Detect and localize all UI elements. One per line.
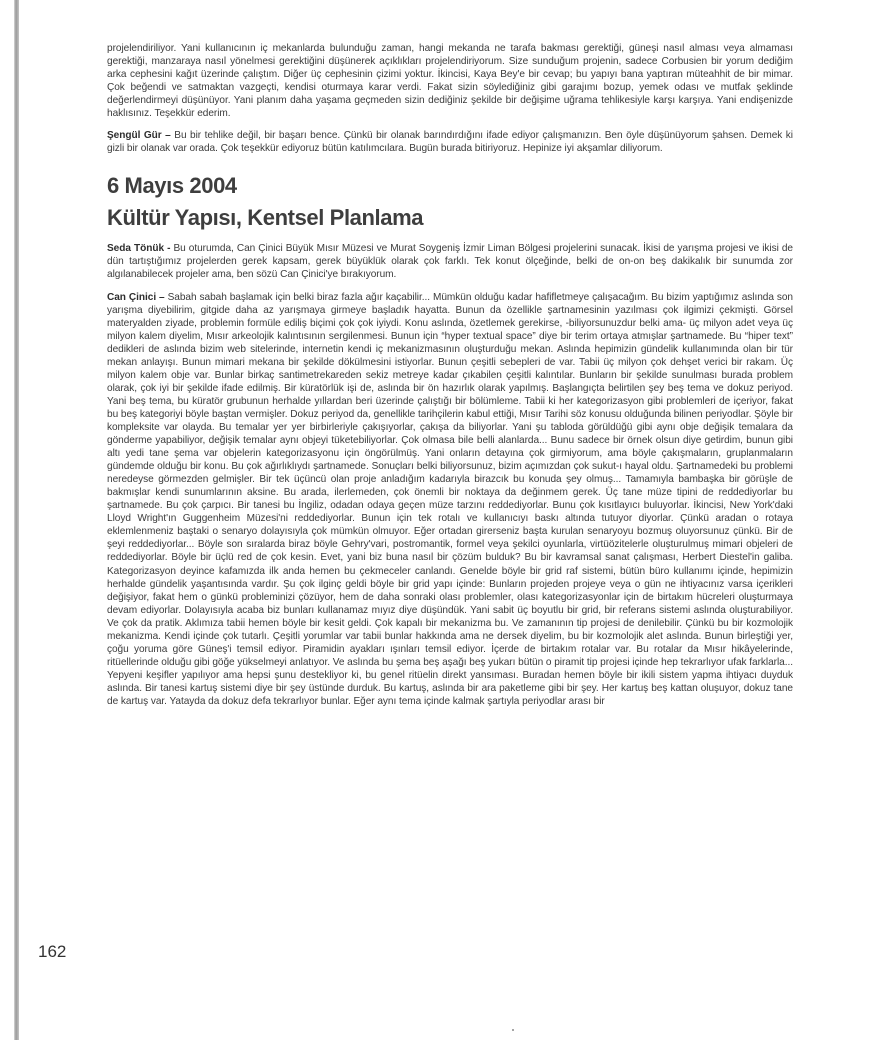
presenter-text: Sabah sabah başlamak için belki biraz fazla ağır kaçabilir... Mümkün olduğu kadar hafifletmeye çalışacağım. Bu bizim yaptığımız aslında son yarışma diyebilirim, gitgide daha az yarışmaya girmeye başladık hayatta. Bunun da özellikle şartnamesinin yazılması çok ilgimizi çekmişti. Görsel materyalden ziyade, problemin formüle ediliş biçimi çok çok iyiydi. Konu aslında, özetlemek gerekirse, -biliyorsunuzdur belki ama- üç milyon adet veya üç milyon kalem diyelim, Mısır arkeolojik kalıntısının sergilenmesi. Bunun için “hyper textual space” diye bir terim ortaya atmışlar şartnamede. Bu “hiper text” dedikleri de aslında bizim web sitelerinde, internetin kendi iç mekanizmasının oluşturduğu mekan. Aslında hepimizin gündelik kullanımında olan bir tür mekan anlayışı. Bunun mimari mekana bir şekilde dökülmesini istiyorlar. Bunun çeşitli sebepleri de var. Tabii üç milyon çok dehşet verici bir rakam. Üç milyon kalem obje var. Bunlar birkaç santimetrekareden sekiz metreye kadar çıkabilen çeşitli kalıntılar. Bunların bir şekilde sunulması burada problem olarak, çok iyi bir şekilde ifade edilmiş. Bir küratörlük işi de, aslında bir ön hazırlık olarak yapılmış. Başlangıçta belirtilen şey beş tema ve dokuz periyod. Yani beş tema, bu küratör grubunun herhalde yıllardan beri üzerinde çalıştığı bir bölümleme. Tabii ki her kategorizasyon gibi problemleri de içeriyor, fakat bu beş kategoriyi böyle baştan vermişler. Dokuz periyod da, genellikle tarihçilerin kabul ettiği, Mısır Tarihi söz konusu olduğunda bilinen periyodlar. Şöyle bir kompleksite var olayda. Bu temalar yer yer birbirleriyle çakışıyorlar, çakışa da biliyorlar. Yani şu tabloda görüldüğü gibi aynı obje değişik temalara da gönderme yapabiliyor, değişik temalar aynı objeyi tüketebiliyorlar. Çok olmasa bile belli alanlarda... Bunu sadece bir örnek olsun diye getirdim, bunun gibi altı yedi tane şema var objelerin kategorizasyonu için öngörülmüş. Yani onların detayına çok girmiyorum, ama böyle çakışmaların, gruplanmaların gündemde olduğu bir konu. Bu çok ağırlıklıydı şartnamede. Sonuçları belki biliyorsunuz, bizim açımızdan çok sukut-ı hayal oldu. Şartnamedeki bu problemi neredeyse görmezden gelmişler. Bir tek üçüncü olan proje anladığım kadarıyla birazcık bu konuda şey olmuş... Tamamıyla bambaşka bir görüşle de bakmışlar kendi sunumlarının aksine. Bu arada, ilerlemeden, çok önemli bir noktaya da değinmem gerek. Üç tane müze tipini de reddediyorlar bu şartnamede. Bu çok çarpıcı. Bir tanesi bu İngiliz, odadan odaya geçen müze tarzını reddediyorlar. Bunu çok kısıtlayıcı buluyorlar. İkincisi, New York'daki Lloyd Wright'ın Guggenheim Müzesi'ni reddediyorlar. Bunun için tek rotalı ve kullanıcıyı baskı altında tutuyor diyorlar. Çünkü aradan o rotaya eklemlenmeniz baştaki o senaryo dolayısıyla çok mümkün olmuyor. Eğer ortadan girerseniz başta kurulan senaryoyu bozmuş oluyorsunuz çünkü. Bir de şeyi reddediyorlar... Böyle son sıralarda biraz böyle Gehry'vari, postromantik, formel veya şekilci oyunlarla, virtüözitelerle oluşturulmuş mimari objeleri de reddediyorlar. Böyle bir üçlü red de çok kesin. Evet, yani biz buna nasıl bir çözüm bulduk? Bu bir kavramsal sanat çalışması, Herbert Diestel'in galiba. Kategorizasyon deyince kafamızda ilk anda hemen bu çekmeceler canlandı. Genelde böyle bir grid raf sistemi, bütün büro kullanımı içinde, hepimizin herhalde gündelik yaşantısında vardır. Şu çok ilginç geldi böyle bir grid yapı içinde: Bunların projeden projeye veya o gün ne ihtiyacınız varsa içerikleri değişiyor, fakat hem o günkü probleminizi çözüyor, hem de daha sonraki olası problemler, olası kategorizasyonlar için de birtakım hücreleri oluşturmaya devam ediyorlar. Dolayısıyla acaba biz bunları kullanamaz mıyız diye düşündük. Yani sabit üç boyutlu bir grid, bir referans sistemi aslında oluşturabiliyor. Ve çok da pratik. Aklımıza tabii hemen böyle bir kesit geldi. Çok kapalı bir mekanizma bu. Ve zamanının tip projesi de denilebilir. Çünkü bu bir kozmolojik mekanizma. Kendi içinde çok tutarlı. Çeşitli yorumlar var tabii bunlar hakkında ama ne dersek diyelim, bu bir kozmolojik alet aslında. Bunun birleştiği yer, çoğu yoruma göre Güneş'i temsil ediyor. Piramidin ayakları ışınları temsil ediyor. İçerde de birtakım rotalar var. Bu rotalar da Mısır hikâyelerinde, ritüellerinde olduğu gibi göğe yükselmeyi anlatıyor. Ve aslında bu şema beş aşağı beş yukarı bütün o piramit tip projesi içinde hep tekrarlıyor ufak farklarla... Yepyeni keşifler yapılıyor ama hepsi şunu destekliyor ki, bu genel ritüelin direkt yansıması. Buradan hemen böyle bir ikili sistem yapma ihtiyacı duyduk aslında. Bir tanesi kartuş sistemi diye bir şey üstünde durduk. Bu kartuş, aslında bir ara paketleme gibi bir şey. Her kartuş beş kattan oluşuyor, dokuz tane de kartuş var. Yatayda da dokuz defa tekrarlıyor bunlar. Eğer aynı tema içinde kalmak şartıyla periyodlar arası bir bbox=[107, 291, 793, 707]
scan-speck bbox=[512, 1029, 514, 1031]
scan-binding-edge bbox=[14, 0, 19, 1040]
speaker-name: Şengül Gür – bbox=[107, 130, 171, 142]
moderator-intro bbox=[107, 242, 793, 281]
session-date-heading: 6 Mayıs 2004 bbox=[107, 173, 237, 199]
intro-paragraph: projelendiriliyor. Yani kullanıcının iç mekanlarda bulunduğu zaman, hangi mekanda ne tarafa bakması gerektiği, güneşi nasıl alması veya almaması gerektiği, manzaraya nasıl yönelmesi gerektiğini düşünerek açıklıkları projelendiriyorum. Size sunduğum projenin, sadece Corbusien bir yorum dediğim arka cephesini kağıt üzerinde çalıştım. Diğer üç cephesinin çizimi yoktur. İkincisi, Kaya Bey'e bir cevap; bu yapıyı bana yaptıran müteahhit de bir mimar. Çok beğendi ve satmaktan vazgeçti, kendisi oturmaya karar verdi. Fakat sizin söylediğiniz gibi garajımı bozup, yemek odası ve mutfak şeklinde değerlendirmeyi düşünüyor. Yani planım daha yaşama geçmeden sizin dediğiniz şekilde bir değişime uğrama tehlikesiyle karşı karşıya. Yani endişenizde haklısınız. Teşekkür ederim. bbox=[107, 43, 793, 120]
speaker-name: Seda Tönük - bbox=[107, 243, 171, 255]
speaker-name: Can Çinici – bbox=[107, 291, 165, 303]
presenter-talk bbox=[107, 291, 793, 709]
closing-text: Bu bir tehlike değil, bir başarı bence. Çünkü bir olanak barındırdığını ifade ediyor çalışmanızın. Ben öyle düşünüyorum şahsen. Demek ki gizli bir olanak var orada. Çok teşekkür ediyoruz bütün katılımcılara. Bugün burada bitiriyoruz. Hepinize iyi akşamlar diliyorum. bbox=[107, 130, 793, 155]
page-number: 162 bbox=[38, 942, 67, 961]
page-body bbox=[107, 42, 793, 708]
moderator-text: Bu oturumda, Can Çinici Büyük Mısır Müzesi ve Murat Soygeniş İzmir Liman Bölgesi projelerini sunacak. İkisi de yarışma projesi ve ikisi de dün tartıştığımız projelerden gerek kapsam, gerek büyüklük olarak çok farklı. Tek konut ölçeğinde, belki de on-on beş dakikalık bir sunumda zor algılanabilecek projeler ama, ben sözü Can Çinici'ye bırakıyorum. bbox=[107, 243, 793, 281]
closing-remarks bbox=[107, 129, 793, 155]
session-title-heading: Kültür Yapısı, Kentsel Planlama bbox=[107, 205, 424, 231]
